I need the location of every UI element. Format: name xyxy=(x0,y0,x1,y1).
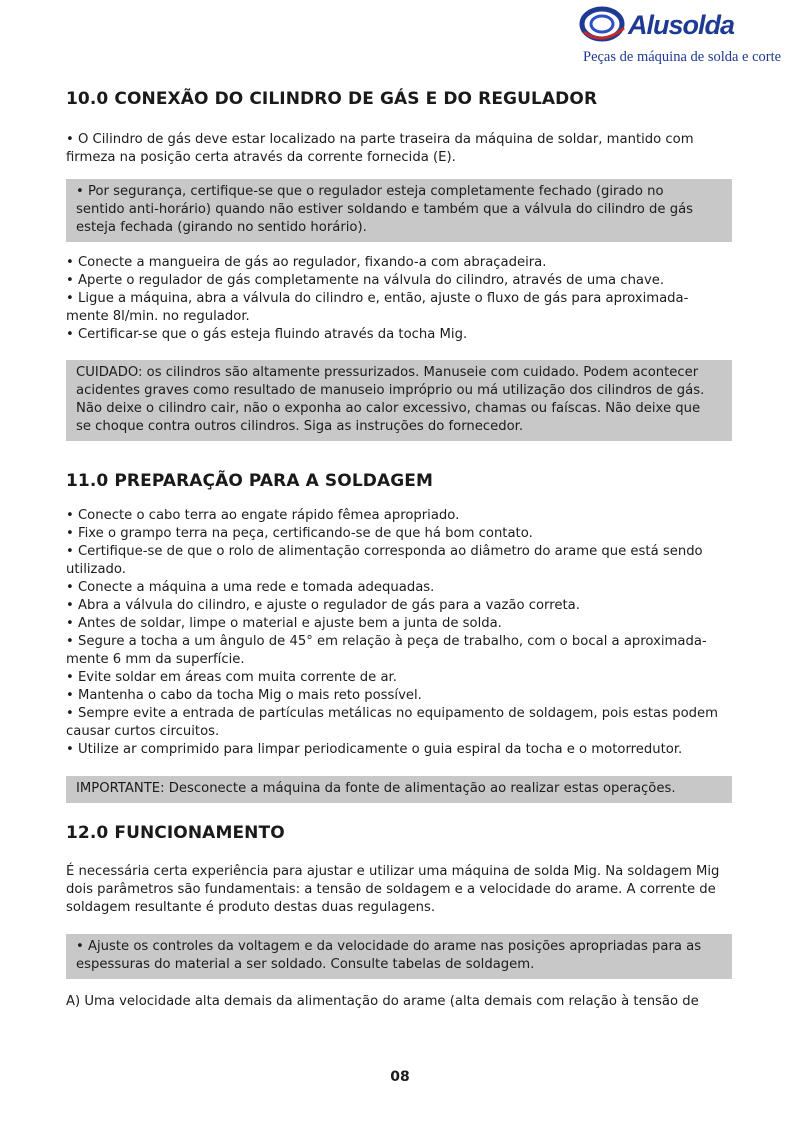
section-11-title: 11.0 PREPARAÇÃO PARA A SOLDAGEM xyxy=(66,471,434,491)
box-line: sentido anti-horário) quando não estiver soldando e também que a válvula do cilindro de gás xyxy=(76,202,694,217)
list-item: • Certificar-se que o gás esteja fluindo através da tocha Mig. xyxy=(66,327,468,342)
paragraph-line: dois parâmetros são fundamentais: a tensão de soldagem e a velocidade do arame. A corrente de xyxy=(66,882,716,897)
box-line: • Por segurança, certifique-se que o regulador esteja completamente fechado (girado no xyxy=(76,184,664,199)
list-item: mente 8l/min. no regulador. xyxy=(66,309,250,324)
page-number: 08 xyxy=(390,1069,410,1085)
logo-tagline: Peças de máquina de solda e corte xyxy=(583,49,782,65)
box-line: se choque contra outros cilindros. Siga as instruções do fornecedor. xyxy=(76,419,524,434)
section-10-title: 10.0 CONEXÃO DO CILINDRO DE GÁS E DO REGULADOR xyxy=(66,89,598,109)
box-line: Não deixe o cilindro cair, não o exponha ao calor excessivo, chamas ou faíscas. Não deixe que xyxy=(76,401,701,416)
list-item: • Conecte a mangueira de gás ao regulador, fixando-a com abraçadeira. xyxy=(66,255,547,270)
paragraph-line: • O Cilindro de gás deve estar localizado na parte traseira da máquina de soldar, mantido com xyxy=(66,132,694,147)
important-box xyxy=(66,776,732,803)
list-item: • Mantenha o cabo da tocha Mig o mais reto possível. xyxy=(66,688,422,703)
paragraph-line: A) Uma velocidade alta demais da alimentação do arame (alta demais com relação à tensão de xyxy=(66,994,699,1009)
box-line: espessuras do material a ser soldado. Consulte tabelas de soldagem. xyxy=(76,957,535,972)
box-line: CUIDADO: os cilindros são altamente pressurizados. Manuseie com cuidado. Podem acontecer xyxy=(76,365,699,380)
box-line: esteja fechada (girando no sentido horário). xyxy=(76,220,367,235)
list-item: mente 6 mm da superfície. xyxy=(66,652,245,667)
paragraph-line: soldagem resultante é produto destas duas regulagens. xyxy=(66,900,436,915)
list-item: causar curtos circuitos. xyxy=(66,724,220,739)
list-item: • Sempre evite a entrada de partículas metálicas no equipamento de soldagem, pois estas podem xyxy=(66,706,718,721)
list-item: • Abra a válvula do cilindro, e ajuste o regulador de gás para a vazão correta. xyxy=(66,598,580,613)
section-12-title: 12.0 FUNCIONAMENTO xyxy=(66,823,285,843)
list-item: • Evite soldar em áreas com muita corrente de ar. xyxy=(66,670,397,685)
list-item: utilizado. xyxy=(66,562,126,577)
paragraph-line: firmeza na posição certa através da corrente fornecida (E). xyxy=(66,150,456,165)
list-item: • Conecte o cabo terra ao engate rápido fêmea apropriado. xyxy=(66,508,460,523)
list-item: • Segure a tocha a um ângulo de 45° em relação à peça de trabalho, com o bocal a aproximada- xyxy=(66,634,707,649)
caution-box xyxy=(66,360,732,441)
paragraph-line: É necessária certa experiência para ajustar e utilizar uma máquina de solda Mig. Na soldagem Mig xyxy=(66,864,720,879)
safety-note-box xyxy=(66,179,732,242)
box-line: IMPORTANTE: Desconecte a máquina da fonte de alimentação ao realizar estas operações. xyxy=(76,781,676,796)
list-item: • Certifique-se de que o rolo de alimentação corresponda ao diâmetro do arame que está sendo xyxy=(66,544,703,559)
list-item: • Antes de soldar, limpe o material e ajuste bem a junta de solda. xyxy=(66,616,502,631)
box-line: acidentes graves como resultado de manuseio impróprio ou má utilização dos cilindros de gás. xyxy=(76,383,705,398)
list-item: • Fixe o grampo terra na peça, certificando-se de que há bom contato. xyxy=(66,526,533,541)
adjust-note-box xyxy=(66,934,732,979)
list-item: • Conecte a máquina a uma rede e tomada adequadas. xyxy=(66,580,435,595)
box-line: • Ajuste os controles da voltagem e da velocidade do arame nas posições apropriadas para as xyxy=(76,939,702,954)
page-content xyxy=(66,89,732,1011)
list-item: • Utilize ar comprimido para limpar periodicamente o guia espiral da tocha e o motorredutor. xyxy=(66,742,683,757)
alusolda-logo xyxy=(578,4,782,66)
list-item: • Ligue a máquina, abra a válvula do cilindro e, então, ajuste o fluxo de gás para aproximada- xyxy=(66,291,689,306)
logo-swoosh-icon xyxy=(578,4,630,48)
logo-wordmark: Alusolda xyxy=(628,10,735,40)
list-item: • Aperte o regulador de gás completamente na válvula do cilindro, através de uma chave. xyxy=(66,273,665,288)
